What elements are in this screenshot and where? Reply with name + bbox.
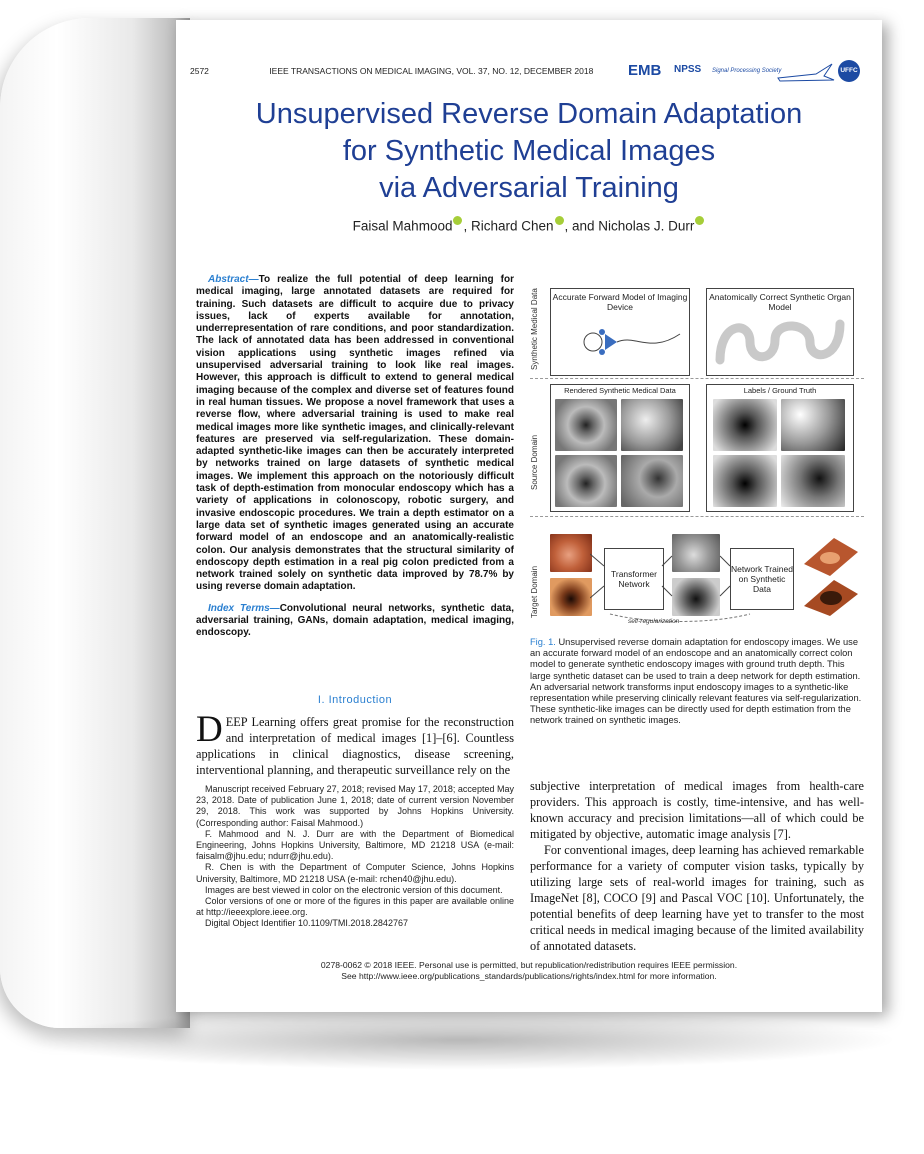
index-terms [196,603,514,640]
drop-cap: D [196,709,223,750]
abstract [196,274,514,640]
abstract-label: Abstract— [208,274,259,285]
depth-map [713,455,777,507]
real-endoscopy-image [550,578,592,616]
orcid-icon[interactable] [695,216,704,225]
magazine-shadow [20,1010,900,1070]
emb-logo: EMB [628,62,662,79]
page-number: 2572 [190,66,209,76]
plane-icon [776,60,836,84]
synthetic-image [621,399,683,451]
title-line: Unsupervised Reverse Domain Adaptation [255,98,803,130]
title-line: via Adversarial Training [379,172,679,204]
running-header [190,66,593,76]
copyright-notice [176,960,882,982]
index-terms-text: Convolutional neural networks, synthetic data, adversarial training, GANs, domain adaptation, medical imaging, endoscopy. [196,602,514,639]
intro-text [196,709,514,778]
footnote: Digital Object Identifier 10.1109/TMI.2018.2842767 [205,918,408,929]
colon-illustration [710,312,850,368]
depth-map [713,399,777,451]
labels-label: Labels / Ground Truth [743,386,817,395]
labels-box [706,384,854,512]
flow-arrows [590,506,800,626]
copyright-line: See http://www.ieee.org/publications_standards/publications/rights/index.html for more information. [341,971,717,981]
journal-name: IEEE TRANSACTIONS ON MEDICAL IMAGING, VOL. 37, NO. 12, DECEMBER 2018 [269,66,594,76]
synthetic-image [555,455,617,507]
organ-model-box [706,288,854,376]
domain-divider [530,378,864,379]
real-endoscopy-image [550,534,592,572]
figure-caption [530,637,864,727]
forward-model-box [550,288,690,376]
paper-page [176,20,882,1012]
page-curl [0,18,190,1028]
predicted-depth-surfaces [800,534,862,618]
title-line: for Synthetic Medical Images [342,135,716,167]
author-name: Faisal Mahmood [352,218,453,234]
figure-1 [530,278,864,630]
intro-body: EEP Learning offers great promise for the reconstruction and interpretation of medical images [1]–[6]. Countless applications in clinical diagnostics, disease screening, interventional planning, and therapeutic surveillance rely on the [196,715,514,777]
rendered-data-box [550,384,690,512]
endoscope-illustration [555,314,685,366]
depth-map [781,455,845,507]
self-regularization-label: self-regularization [628,618,680,625]
index-terms-label: Index Terms— [208,602,280,614]
caption-label: Fig. 1. [530,637,556,647]
synthetic-image [621,455,683,507]
abstract-text: To realize the full potential of deep learning for medical imaging, large annotated datasets are required for training. Such datasets are difficult to acquire due to privacy issues, lack of experts available for annotation, underrepresentation of rare conditions, and poor standardization. The lack of annotated data has been addressed in conventional vision applications using synthetic images refined via unsupervised adversarial training to look like real images. However, this approach is difficult to extend to general medical imaging because of the complex and diverse set of features found in real human tissues. We propose a novel framework that uses a reverse flow, where adversarial training is used to make real medical images more like synthetic images, and clinically-relevant features are preserved via self-regularization. These domain-adapted synthetic-like images can then be accurately interpreted by networks trained on large datasets of synthetic medical images. We implement this approach on the notoriously difficult task of depth-estimation from monocular endoscopy which has a variety of applications in colonoscopy, robotic surgery, and invasive endoscopic procedures. We train a depth estimator on a large data set of synthetic images generated using an accurate forward model of an endoscope and an anatomically-realistic colon. Our analysis demonstrates that the structural similarity of endoscopy depth estimation in a real pig colon predicted from a network trained solely on synthetic data improved by 78.7% by using reverse domain adaptation. [196,274,514,593]
paragraph: subjective interpretation of medical images from health-care providers. This approach is costly, time-intensive, and has well-known accuracy and precision limitations—all of which could be mitigated by objective, automatic image analysis [7]. [530,779,864,841]
footnotes [196,784,514,930]
society-logos [626,56,866,86]
copyright-line: 0278-0062 © 2018 IEEE. Personal use is permitted, but republication/redistribution requires IEEE permission. [320,960,738,970]
author-name: , Richard Chen [463,218,554,234]
npss-logo: NPSS [674,64,702,75]
forward-model-label: Accurate Forward Model of Imaging Device [552,292,688,312]
uffc-logo: UFFC [838,60,860,82]
paper-title [176,96,882,207]
right-column-text [530,778,864,954]
organ-model-label: Anatomically Correct Synthetic Organ Model [709,292,851,312]
orcid-icon[interactable] [555,216,564,225]
author-list [176,216,882,234]
footnote: F. Mahmood and N. J. Durr are with the Department of Biomedical Engineering, Johns Hopkins University, Baltimore, MD 21218 USA (e-mail: faisalm@jhu.edu; ndurr@jhu.edu). [196,828,514,862]
caption-text: Unsupervised reverse domain adaptation for endoscopy images. We use an accurate forward model of an endoscope and an anatomically correct colon model to generate synthetic endoscopy images with ground truth depth. This large synthetic dataset can be used to train a deep network for depth estimation. An adversarial network transforms input endoscopy images to a synthetic-like representation while preserving clinically relevant features via self-regularization. These synthetic-like images can be directly used for depth estimation from the network trained on synthetic images. [530,637,862,726]
depth-map [781,399,845,451]
footnote: R. Chen is with the Department of Computer Science, Johns Hopkins University, Baltimore, MD 21218 USA (e-mail: rchen40@jhu.edu). [196,862,514,884]
orcid-icon[interactable] [453,216,462,225]
author-name: , and Nicholas J. Durr [564,218,695,234]
side-label-source: Source Domain [530,434,539,490]
depth-network-label: Network Trained on Synthetic Data [731,564,793,594]
synthetic-image [555,399,617,451]
sps-logo: Signal Processing Society [712,68,782,74]
side-label-target: Target Domain [530,565,539,618]
rendered-data-label: Rendered Synthetic Medical Data [564,386,676,395]
paragraph: For conventional images, deep learning has achieved remarkable performance for a variety of computer vision tasks, typically by utilizing large sets of real-world images for training, such as ImageNet [8], COCO [9] and Pascal VOC [10]. Unfortunately, the potential benefits of deep learning have yet to transfer to the most critical needs in medical imaging because of the limited availability of annotated datasets. [530,843,864,953]
footnote: Images are best viewed in color on the electronic version of this document. [205,884,503,895]
transformer-label: Transformer Network [611,569,657,589]
section-heading: I. Introduction [317,694,393,706]
footnote: Color versions of one or more of the figures in this paper are available online at http://ieeexplore.ieee.org. [196,896,514,918]
side-label-synthetic: Synthetic Medical Data [530,288,539,370]
footnote: Manuscript received February 27, 2018; revised May 17, 2018; accepted May 23, 2018. Date of publication June 1, 2018; date of current version November 29, 2018. This work was supported by Johns Hopkins University. (Corresponding author: Faisal Mahmood.) [196,784,514,828]
